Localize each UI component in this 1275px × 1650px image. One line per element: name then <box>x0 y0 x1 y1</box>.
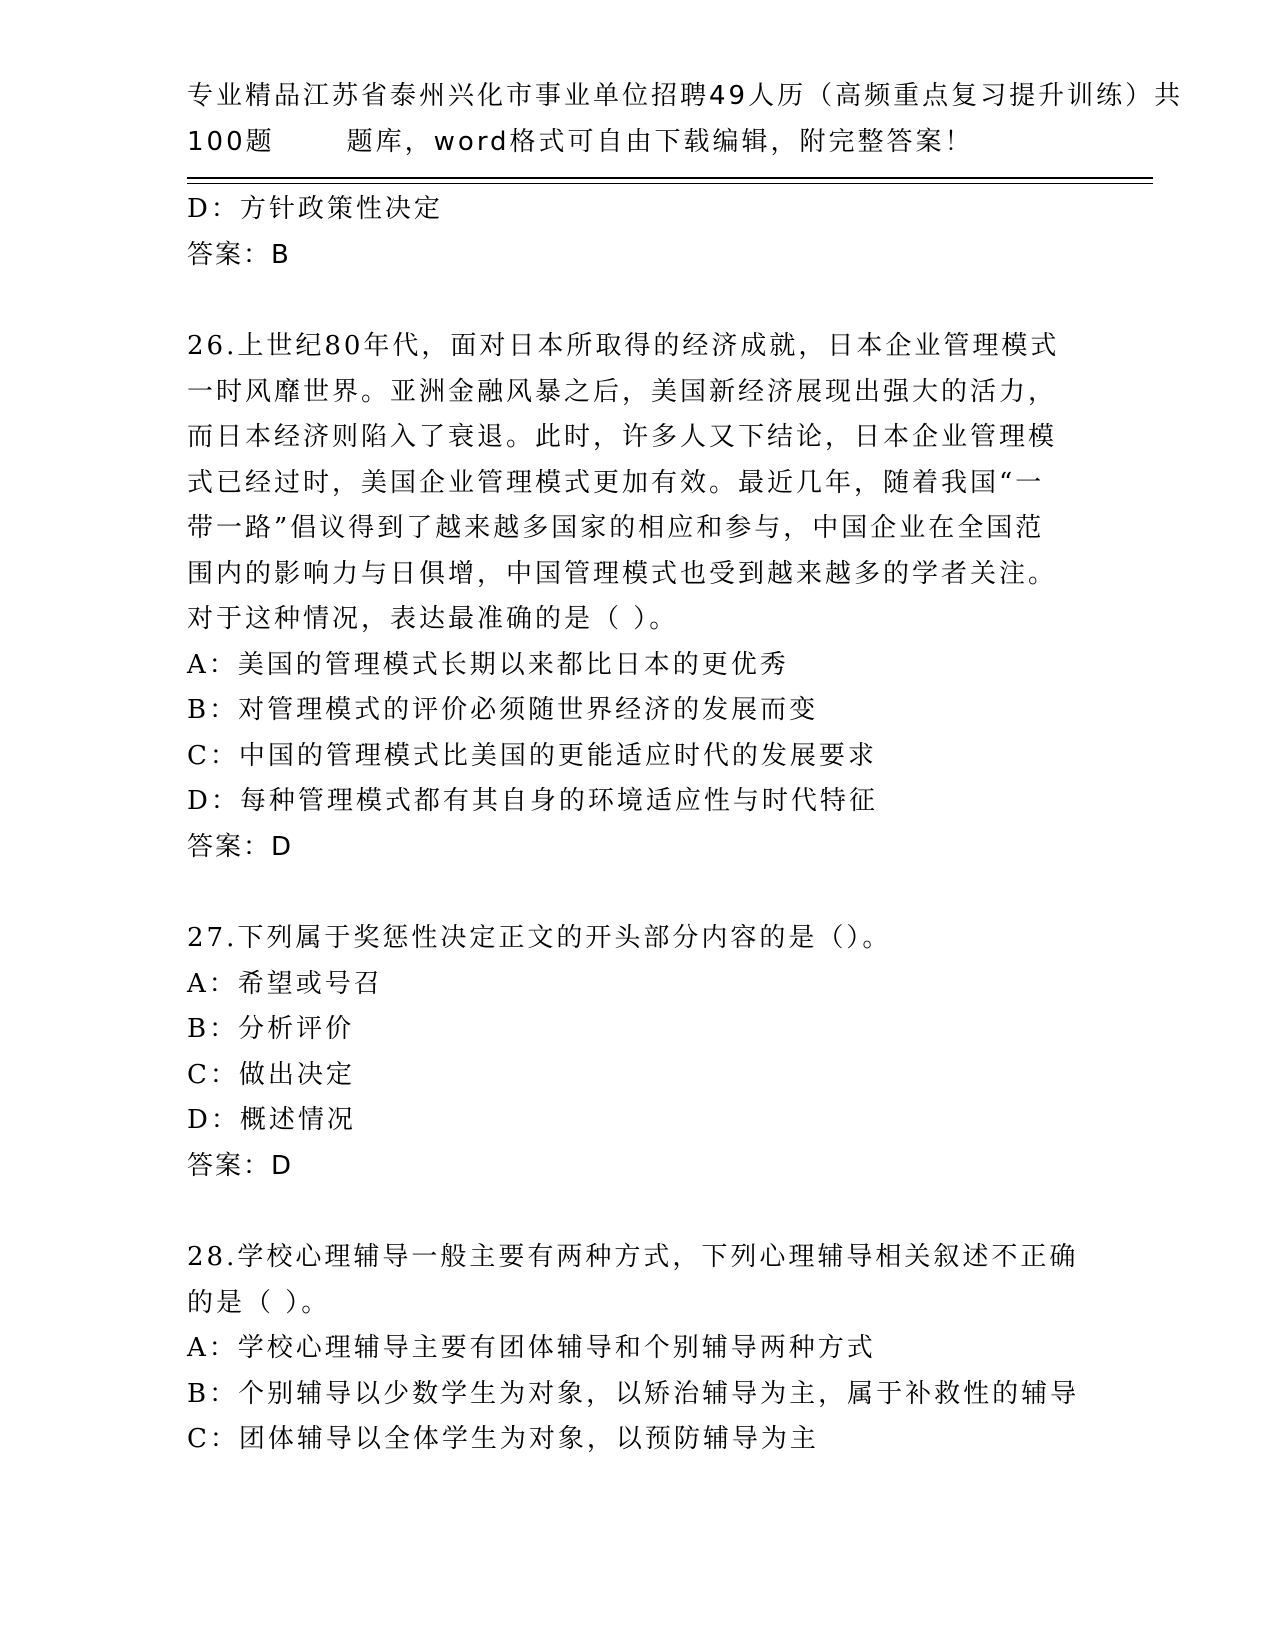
question-line: 围内的影响力与日俱增，中国管理模式也受到越来越多的学者关注。 <box>187 558 1058 589</box>
header-description: 题库，word格式可自由下载编辑，附完整答案！ <box>346 126 974 157</box>
question-line: 28.学校心理辅导一般主要有两种方式，下列心理辅导相关叙述不正确 <box>187 1242 1079 1272</box>
question-line: 27.下列属于奖惩性决定正文的开头部分内容的是（）。 <box>187 923 892 953</box>
option-line: B：对管理模式的评价必须随世界经济的发展而变 <box>187 695 819 725</box>
header-line-2 <box>187 120 1067 166</box>
header-question-count: 100题 <box>187 126 275 157</box>
option-line: D：概述情况 <box>187 1105 356 1135</box>
option-line: A：希望或号召 <box>187 968 383 999</box>
header-line-1: 专业精品江苏省泰州兴化市事业单位招聘49人历（高频重点复习提升训练）共 <box>187 81 1184 111</box>
option-line: D：每种管理模式都有其自身的环境适应性与时代特征 <box>187 786 878 816</box>
option-line: C：团体辅导以全体学生为对象，以预防辅导为主 <box>187 1424 819 1454</box>
option-line: A：学校心理辅导主要有团体辅导和个别辅导两种方式 <box>187 1333 876 1363</box>
question-block-27 <box>187 916 1087 1189</box>
option-line: A：美国的管理模式长期以来都比日本的更优秀 <box>187 649 789 680</box>
question-block-26 <box>187 324 1087 870</box>
question-line: 带一路”倡议得到了越来越多国家的相应和参与，中国企业在全国范 <box>187 513 1045 543</box>
question-content <box>187 187 1087 1463</box>
answer-line: 答案：D <box>187 1150 294 1181</box>
option-line: B：个别辅导以少数学生为对象，以矫治辅导为主，属于补救性的辅导 <box>187 1378 1080 1409</box>
question-line: 26.上世纪80年代，面对日本所取得的经济成就，日本企业管理模式 <box>187 331 1060 361</box>
question-line: 而日本经济则陷入了衰退。此时，许多人又下结论，日本企业管理模 <box>187 422 1058 452</box>
header-rule-thin <box>187 183 1153 184</box>
question-line: 一时风靡世界。亚洲金融风暴之后，美国新经济展现出强大的活力， <box>187 376 1058 407</box>
answer-line: 答案：B <box>187 239 291 270</box>
page-header <box>187 74 1184 165</box>
option-line: C：做出决定 <box>187 1059 355 1090</box>
question-line: 式已经过时，美国企业管理模式更加有效。最近几年，随着我国“一 <box>187 467 1045 498</box>
option-line: D：方针政策性决定 <box>187 194 443 224</box>
question-block-28 <box>187 1235 1087 1463</box>
option-line: C：中国的管理模式比美国的更能适应时代的发展要求 <box>187 740 877 771</box>
question-block-25-tail <box>187 187 1087 278</box>
option-line: B：分析评价 <box>187 1014 355 1044</box>
question-line: 的是（ ）。 <box>187 1287 331 1318</box>
answer-line: 答案：D <box>187 831 294 862</box>
header-rule-thick <box>187 177 1153 179</box>
question-line: 对于这种情况，表达最准确的是（ ）。 <box>187 604 679 634</box>
